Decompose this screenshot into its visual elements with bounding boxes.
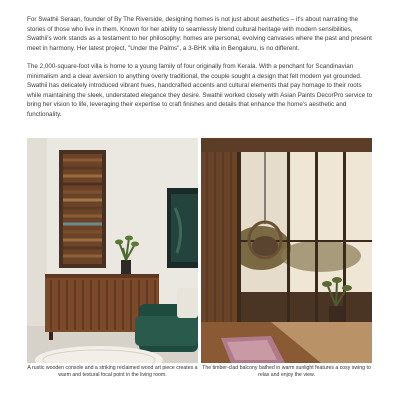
article-paragraph-2: The 2,000-square-foot villa is home to a young family of four originally from Kerala. With a penchant for Scandinavian minimalism and a clear aversion to anything overly traditional, the couple sought a design that felt modern yet grounded. Swathii has delicately introduced vibrant hues, handcrafted accents and cultural elements that pay homage to their roots while maintaining the sleek, understated elegance they desire. Swathii worked closely with Asian Paints DecorPro service to bring her vision to life, leveraging their expertise to craft finishes and details that enhance the home's aesthetic and functionality. bbox=[27, 63, 373, 118]
balcony-photo bbox=[201, 138, 372, 363]
living-room-photo bbox=[27, 138, 198, 363]
balcony-caption: The timber-clad balcony bathed in warm sunlight features a cosy swing to relax and enjoy the view. bbox=[202, 365, 371, 378]
article-body bbox=[27, 15, 375, 119]
photo-gallery bbox=[27, 138, 376, 393]
article-paragraph-1: For Swathii Seraan, founder of By The Riverside, designing homes is not just about aesthetics – it's about narrating the stories of those who live in them. Known for her ability to seamlessly blend cultural heritage with modern sensibilities, Swathii's work stands as a testament to her philosophy: homes are personal, evolving canvases where the past and present meet in harmony. Her latest project, "Under the Palms", a 3-BHK villa in Bengaluru, is no different. bbox=[27, 16, 372, 52]
living-room-caption: A rustic wooden console and a striking reclaimed wood art piece creates a warm and textural focal point in the living room. bbox=[27, 365, 198, 378]
